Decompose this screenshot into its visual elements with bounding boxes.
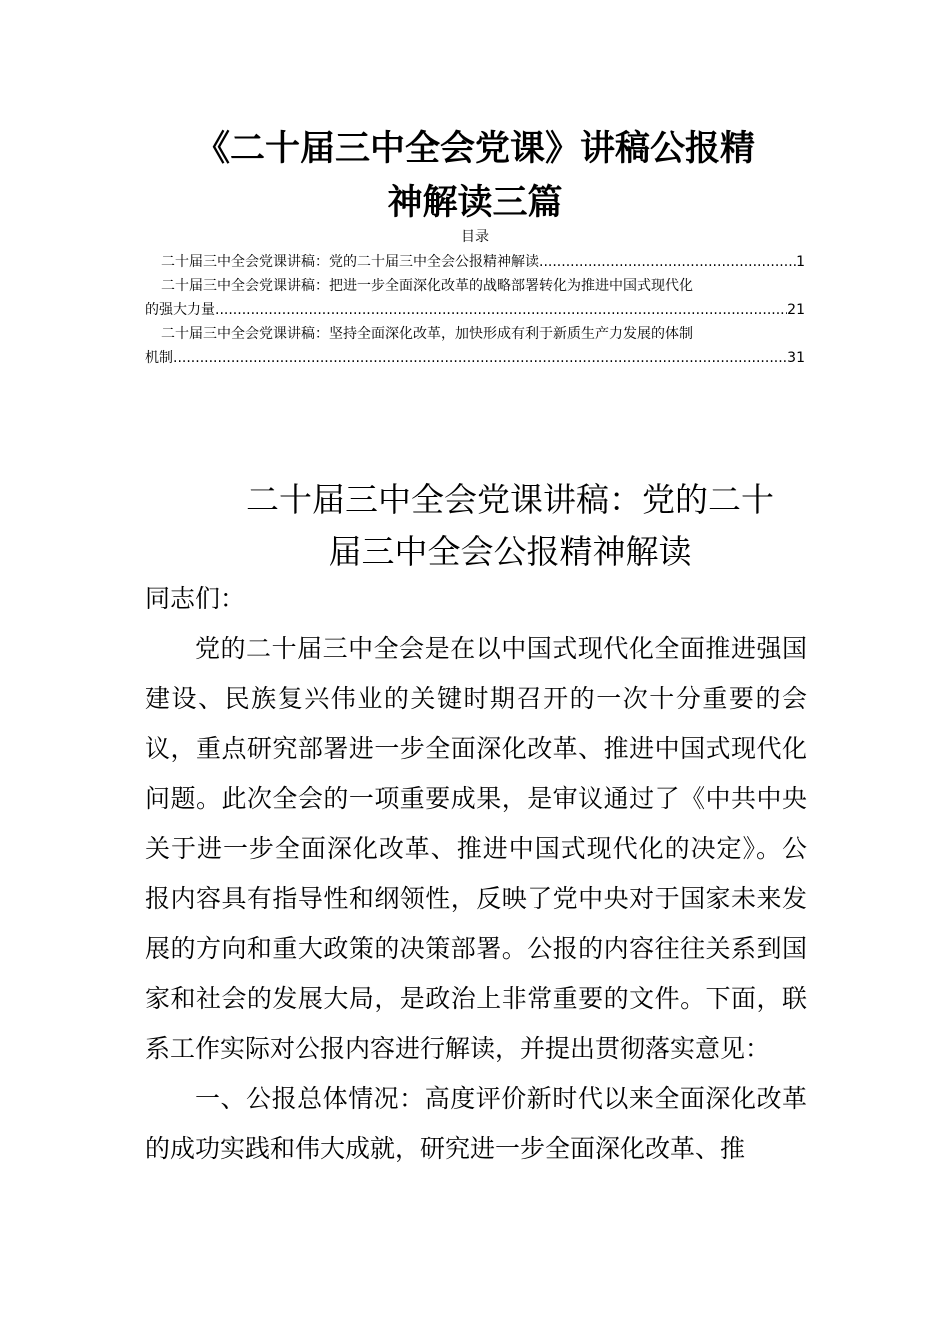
toc-leader-dots: [539, 250, 796, 274]
document-title: [140, 122, 810, 230]
table-of-contents: [145, 250, 805, 370]
toc-page-number: 21: [787, 302, 805, 318]
body-text: [145, 574, 807, 1174]
toc-entry-line: [145, 250, 805, 274]
toc-entry-line: [145, 322, 805, 346]
toc-page-number: 31: [787, 350, 805, 366]
document-title-line-2: 神解读三篇: [387, 183, 563, 223]
toc-entry-3[interactable]: [145, 322, 805, 370]
document-title-line-1: 《二十届三中全会党课》讲稿公报精: [194, 129, 755, 169]
toc-entry-2[interactable]: [145, 274, 805, 322]
toc-entry-text: 二十届三中全会党课讲稿：党的二十届三中全会公报精神解读: [161, 254, 539, 270]
toc-leader-dots: [215, 298, 787, 322]
toc-entry-1[interactable]: [145, 250, 805, 274]
toc-entry-line: [145, 346, 805, 370]
toc-entry-text: 二十届三中全会党课讲稿：把进一步全面深化改革的战略部署转化为推进中国式现代化: [161, 278, 693, 294]
toc-leader-dots: [173, 346, 787, 370]
toc-page-number: 1: [796, 254, 805, 270]
toc-entry-text-continued: 的强大力量: [145, 302, 215, 318]
section-title: [160, 474, 860, 578]
toc-entry-text: 二十届三中全会党课讲稿：坚持全面深化改革，加快形成有利于新质生产力发展的体制: [161, 326, 693, 342]
toc-entry-text-continued: 机制: [145, 350, 173, 366]
toc-entry-line: [145, 298, 805, 322]
section-title-line-1: 二十届三中全会党课讲稿：党的二十: [246, 480, 774, 519]
toc-entry-line: [145, 274, 805, 298]
paragraph: 党的二十届三中全会是在以中国式现代化全面推进强国建设、民族复兴伟业的关键时期召开的一次十分重要的会议，重点研究部署进一步全面深化改革、推进中国式现代化问题。此次全会的一项重要成果，是审议通过了《中共中央关于进一步全面深化改革、推进中国式现代化的决定》。公报内容具有指导性和纲领性，反映了党中央对于国家未来发展的方向和重大政策的决策部署。公报的内容往往关系到国家和社会的发展大局，是政治上非常重要的文件。下面，联系工作实际对公报内容进行解读，并提出贯彻落实意见：: [145, 634, 807, 1063]
salutation: 同志们：: [145, 584, 246, 613]
section-heading-1: 一、公报总体情况：高度评价新时代以来全面深化改革的成功实践和伟大成就，研究进一步全面深化改革、推: [145, 1084, 807, 1163]
toc-heading: 目录: [461, 229, 489, 245]
section-title-line-2: 届三中全会公报精神解读: [328, 532, 692, 571]
